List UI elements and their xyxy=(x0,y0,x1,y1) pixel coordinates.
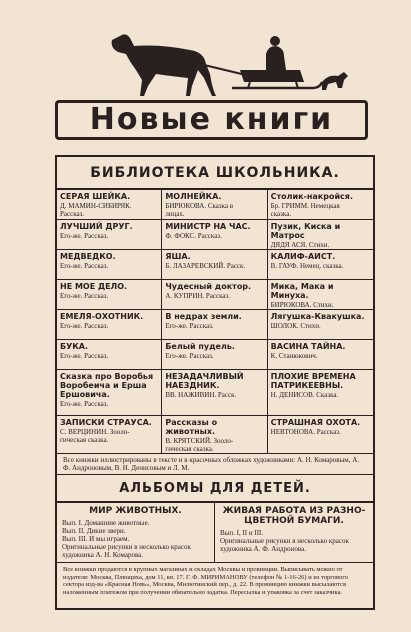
album-item xyxy=(215,503,373,562)
book-cell xyxy=(57,190,162,220)
book-title: ВАСИНА ТАЙНА. xyxy=(270,342,346,351)
book-title: ЕМЕЛЯ-ОХОТНИК. xyxy=(60,312,144,321)
book-cell xyxy=(57,250,162,280)
book-author: Его-же. Рассказ. xyxy=(60,322,109,330)
book-title: МИНИСТР НА ЧАС. xyxy=(165,222,251,231)
book-cell xyxy=(162,310,267,340)
book-cell xyxy=(57,416,162,454)
book-author: НЕВТОНОВА. Рассказ. xyxy=(270,428,341,436)
book-title: БУКА. xyxy=(60,342,89,351)
book-cell xyxy=(268,370,373,416)
book-title: ЯША. xyxy=(165,252,191,261)
album-title: МИР ЖИВОТНЫХ. xyxy=(89,506,182,516)
book-title: КАЛИФ-АИСТ. xyxy=(270,252,336,261)
lower-section xyxy=(57,454,373,599)
book-author: Его-же. Рассказ. xyxy=(60,400,109,408)
book-cell xyxy=(162,416,267,454)
book-cell xyxy=(162,250,267,280)
book-title: Лягушка-Квакушка. xyxy=(270,312,365,321)
book-author: ШОЛОК. Стихи. xyxy=(270,322,321,330)
book-author: В. ГАУФ. Немец. сказка. xyxy=(270,262,344,270)
book-author: С. ВЕРЦИНИН. Зооло- гическая сказка. xyxy=(60,428,130,444)
book-cell xyxy=(268,190,373,220)
book-author: А. КУПРИН. Рассказ. xyxy=(165,292,231,300)
book-author: Ф. ФОКС. Рассказ. xyxy=(165,232,222,240)
book-cell xyxy=(162,280,267,310)
book-cell xyxy=(57,310,162,340)
album-line: Оригинальные рисунки в несколько красок художника А. Ф. Андронова. xyxy=(220,537,349,553)
book-title: Столик-накройся. xyxy=(270,192,353,201)
book-cell xyxy=(57,370,162,416)
book-author: БИРЮКОВА. Стихи. xyxy=(270,301,334,309)
book-cell xyxy=(268,250,373,280)
horse-sleigh-illustration xyxy=(100,30,350,100)
catalog-frame xyxy=(55,155,375,610)
book-cell xyxy=(57,340,162,370)
book-author: К. Станюкович. xyxy=(270,352,318,360)
book-author: Бр. ГРИММ. Немецкая сказка. xyxy=(270,202,340,218)
book-title: Белый пудель. xyxy=(165,342,235,351)
book-author: ВВ. НАЖИВИН. Расск. xyxy=(165,391,237,399)
book-title: МОЛНЕЙКА. xyxy=(165,192,222,201)
book-title: Чудесный доктор. xyxy=(165,282,252,291)
book-title: ЛУЧШИЙ ДРУГ. xyxy=(60,222,133,231)
book-author: Его-же. Рассказ. xyxy=(60,352,109,360)
book-author: Его-же. Рассказ. xyxy=(165,352,214,360)
album-line: Вып. I. Домашние животные. xyxy=(62,519,150,527)
library-header: БИБЛИОТЕКА ШКОЛЬНИКА. xyxy=(57,157,373,190)
book-cell xyxy=(268,310,373,340)
albums-header: АЛЬБОМЫ ДЛЯ ДЕТЕЙ. xyxy=(57,475,373,503)
book-author: Его-же. Рассказ. xyxy=(165,322,214,330)
book-title: НЕЗАДАЧЛИВЫЙ НАЕЗДНИК. xyxy=(165,372,244,390)
book-author: Его-же. Рассказ. xyxy=(60,262,109,270)
book-title: МЕДВЕДКО. xyxy=(60,252,116,261)
book-author: Его-же. Рассказ. xyxy=(60,232,109,240)
book-author: Б. ЛАЗАРЕВСКИЙ. Расск. xyxy=(165,262,246,270)
book-author: Н. ДЕНИСОВ. Сказка. xyxy=(270,391,339,399)
book-cell xyxy=(57,220,162,250)
albums-list xyxy=(57,503,373,563)
book-author: ДЯДЯ АСЯ. Стихи. xyxy=(270,241,330,249)
book-cell xyxy=(268,340,373,370)
book-cell xyxy=(268,416,373,454)
book-cell xyxy=(268,220,373,250)
book-title: СЕРАЯ ШЕЙКА. xyxy=(60,192,131,201)
book-cell xyxy=(162,190,267,220)
book-title: НЕ МОЕ ДЕЛО. xyxy=(60,282,128,291)
book-title: Мика, Мака и Минуха. xyxy=(270,282,334,300)
book-title: СТРАШНАЯ ОХОТА. xyxy=(270,418,361,427)
book-title: Пузик, Киска и Матрос xyxy=(270,222,341,240)
album-item xyxy=(57,503,215,562)
book-author: БИРЮКОВА. Сказка в лицах. xyxy=(165,202,234,218)
book-title: ЗАПИСКИ СТРАУСА. xyxy=(60,418,152,427)
album-title: ЖИВАЯ РАБОТА ИЗ РАЗНО- ЦВЕТНОЙ БУМАГИ. xyxy=(222,506,366,526)
page-title: Новые книги xyxy=(89,102,334,137)
book-cell xyxy=(162,370,267,416)
footer-note: Все книжки продаются в крупных магазинах и складах Москвы и провинции. Выписывать можно от издателя: Москва, Плющиха, дом 11, кв. 17. Г. Ф. МИРИМАНОВУ (телефон № 1-16-26) и из торгового сектора изд-ва «Красная Новь», Москва, Милютинский пер., д. 22. В провинцию книжки высылаются наложенным платежом при получении обязательно задатка. Пересылка и упаковка за счет заказчика. xyxy=(63,566,349,596)
book-author: Его-же. Рассказ. xyxy=(60,292,109,300)
album-line: Вып. II. Дикие звери. xyxy=(62,527,126,535)
book-cell xyxy=(162,220,267,250)
album-line: Вып. I, II и III. xyxy=(220,529,264,537)
book-cell xyxy=(268,280,373,310)
book-author: В. КРЯТСКИЙ. Зооло- гическая сказка. xyxy=(165,437,234,453)
book-author: Д. МАМИН-СИБИРЯК. Рассказ. xyxy=(60,202,132,218)
album-line: Вып. III. И мы играем. xyxy=(62,535,130,543)
book-grid xyxy=(57,190,373,454)
album-line: Оригинальные рисунки в несколько красок художника А. Н. Комарова. xyxy=(62,543,191,559)
book-cell xyxy=(57,280,162,310)
book-title: Сказка про Воробья Воробеича и Ерша Ершовича. xyxy=(60,372,154,399)
page-title-box xyxy=(55,100,368,140)
book-title: Рассказы о животных. xyxy=(165,418,218,436)
book-title: ПЛОХИЕ ВРЕМЕНА ПАТРИКЕЕВНЫ. xyxy=(270,372,356,390)
book-title: В недрах земли. xyxy=(165,312,242,321)
illustrators-note: Все книжки иллюстрированы в тексте и в красочных обложках художниками: А. Н. Комаровым, А. Ф. Андроновым, В. Н. Денисовым и Л. М. xyxy=(57,454,373,475)
book-cell xyxy=(162,340,267,370)
